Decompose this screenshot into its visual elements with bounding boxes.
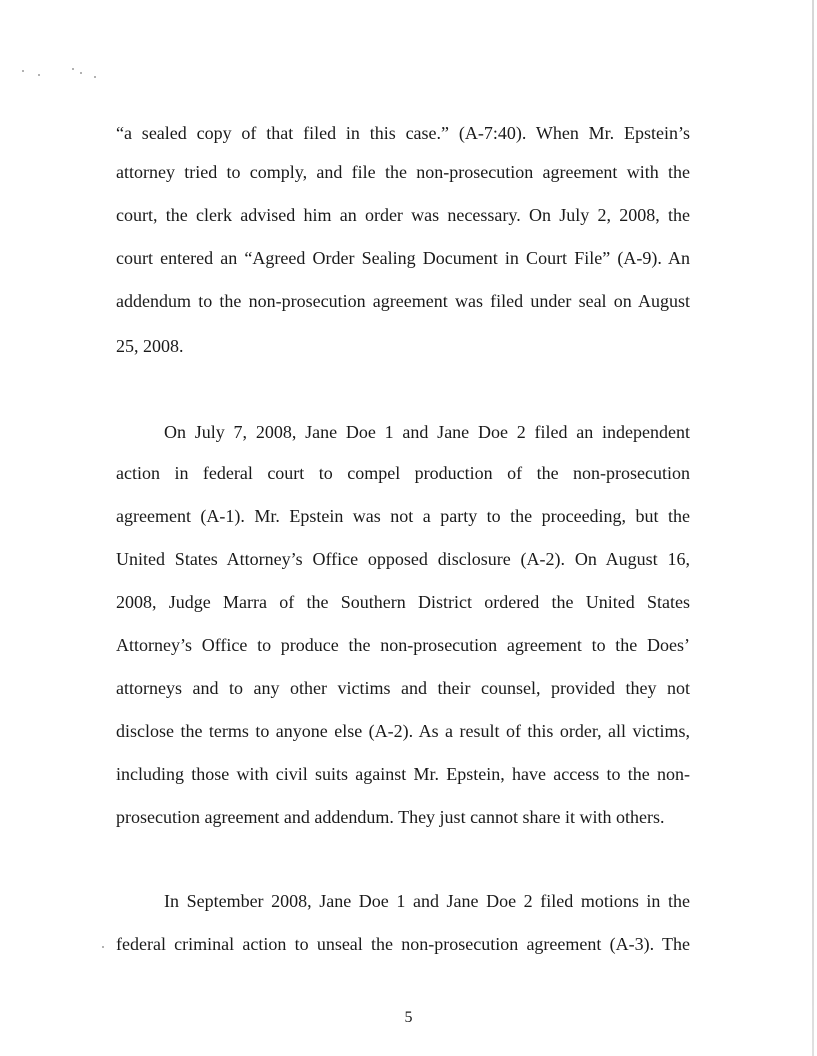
scan-speck bbox=[38, 74, 40, 76]
scan-edge bbox=[812, 0, 814, 1056]
text-line: addendum to the non-prosecution agreement was filed under seal on August bbox=[116, 291, 690, 311]
scan-speck bbox=[94, 76, 96, 78]
text-line: 2008, Judge Marra of the Southern District ordered the United States bbox=[116, 592, 690, 612]
text-line: agreement (A-1). Mr. Epstein was not a party to the proceeding, but the bbox=[116, 506, 690, 526]
text-line: 25, 2008. bbox=[116, 336, 184, 356]
text-line: court, the clerk advised him an order was necessary. On July 2, 2008, the bbox=[116, 205, 690, 225]
text-line: action in federal court to compel production of the non-prosecution bbox=[116, 463, 690, 483]
scan-speck bbox=[102, 946, 104, 948]
text-line: federal criminal action to unseal the non-prosecution agreement (A-3). The bbox=[116, 934, 690, 954]
page-number: 5 bbox=[404, 1009, 413, 1026]
text-line: In September 2008, Jane Doe 1 and Jane Doe 2 filed motions in the bbox=[164, 891, 690, 911]
text-line: “a sealed copy of that filed in this case.” (A-7:40). When Mr. Epstein’s bbox=[116, 123, 690, 143]
text-line: United States Attorney’s Office opposed disclosure (A-2). On August 16, bbox=[116, 549, 690, 569]
text-line: attorney tried to comply, and file the non-prosecution agreement with the bbox=[116, 162, 690, 182]
text-line: court entered an “Agreed Order Sealing Document in Court File” (A-9). An bbox=[116, 248, 690, 268]
scan-speck bbox=[72, 68, 74, 70]
scan-speck bbox=[22, 70, 24, 72]
text-line: disclose the terms to anyone else (A-2). As a result of this order, all victims, bbox=[116, 721, 690, 741]
scan-speck bbox=[80, 72, 82, 74]
text-line: Attorney’s Office to produce the non-prosecution agreement to the Does’ bbox=[116, 635, 690, 655]
text-line: prosecution agreement and addendum. They just cannot share it with others. bbox=[116, 807, 665, 827]
text-line: attorneys and to any other victims and their counsel, provided they not bbox=[116, 678, 690, 698]
text-line: including those with civil suits against Mr. Epstein, have access to the non- bbox=[116, 764, 690, 784]
text-line: On July 7, 2008, Jane Doe 1 and Jane Doe 2 filed an independent bbox=[164, 422, 690, 442]
